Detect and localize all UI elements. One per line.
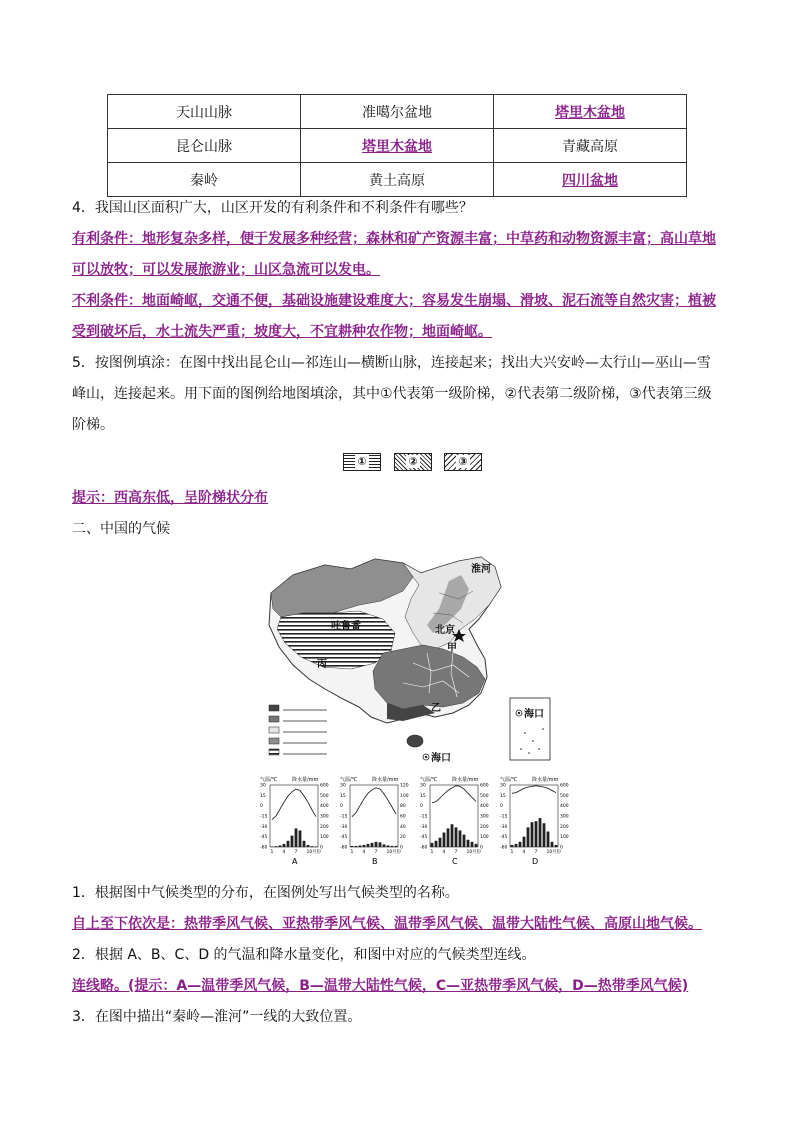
plot-frame <box>270 785 318 847</box>
label-jia: 甲 <box>447 643 457 654</box>
precip-tick-label: 100 <box>320 835 329 841</box>
month-tick-label: 10 <box>386 850 393 855</box>
temp-tick-label: 30 <box>500 783 506 789</box>
legend-step-1: ① <box>343 453 381 471</box>
precip-tick-label: 400 <box>560 804 569 810</box>
precip-bar <box>463 835 466 847</box>
precip-bar <box>359 845 362 847</box>
table-cell: 天山山脉 <box>108 95 301 129</box>
precip-bar <box>295 828 298 847</box>
month-tick-label: 7 <box>534 850 538 855</box>
climate-a1: 自上至下依次是：热带季风气候、亚热带季风气候、温带季风气候、温带大陆性气候、高原山地气候。 <box>72 916 702 932</box>
precip-bar <box>451 824 454 847</box>
precip-tick-label: 0 <box>320 845 323 851</box>
month-tick-label: 7 <box>374 850 378 855</box>
month-tick-label: 4 <box>442 850 446 855</box>
precip-bar <box>455 827 458 847</box>
precip-tick-label: 500 <box>320 793 329 799</box>
precip-bar <box>315 846 318 847</box>
temp-tick-label: 15 <box>420 793 426 799</box>
precip-bar <box>511 845 514 847</box>
precip-axis-label: 降水量/mm <box>532 777 559 783</box>
month-tick-label: 7 <box>454 850 458 855</box>
precip-bar <box>475 844 478 847</box>
precip-tick-label: 20 <box>400 835 406 841</box>
climate-charts <box>258 775 578 875</box>
temp-axis-label: 气温/℃ <box>340 777 358 783</box>
precip-bar <box>279 845 282 847</box>
month-tick-label: 1 <box>350 850 354 855</box>
precip-bar <box>439 838 442 847</box>
temp-tick-label: -45 <box>260 835 268 841</box>
plot-frame <box>510 785 558 847</box>
precip-tick-label: 400 <box>480 804 489 810</box>
precip-bar <box>519 842 522 847</box>
precip-bar <box>527 827 530 847</box>
temp-tick-label: -30 <box>500 824 508 830</box>
precip-bar <box>431 843 434 847</box>
precip-tick-label: 500 <box>560 793 569 799</box>
table-row <box>108 95 687 129</box>
climate-a2: 连线略。(提示：A—温带季风气候，B—温带大陆性气候，C—亚热带季风气候，D—热带季风气候) <box>72 978 689 994</box>
label-haikou: 海口 <box>431 753 451 764</box>
temp-tick-label: -15 <box>340 814 348 820</box>
precip-tick-label: 600 <box>320 783 329 789</box>
precip-bar <box>283 844 286 847</box>
precip-tick-label: 300 <box>320 814 329 820</box>
q4-unfavorable-answer: 不利条件：地面崎岖，交通不便，基础设施建设难度大；容易发生崩塌、滑坡、泥石流等自然灾害；植被受到破坏后，水土流失严重；坡度大，不宜耕种农作物；地面崎岖。 <box>72 293 716 340</box>
table-cell: 准噶尔盆地 <box>301 95 494 129</box>
month-tick-label: 7 <box>294 850 298 855</box>
temp-tick-label: 15 <box>500 793 506 799</box>
label-beijing: 北京 <box>435 625 455 636</box>
precip-bar <box>539 818 542 847</box>
precip-tick-label: 40 <box>400 824 406 830</box>
precip-tick-label: 600 <box>480 783 489 789</box>
temp-tick-label: -30 <box>260 824 268 830</box>
temp-tick-label: -45 <box>340 835 348 841</box>
precip-tick-label: 80 <box>400 804 406 810</box>
precip-bar <box>375 842 378 847</box>
precip-bar <box>351 846 354 847</box>
precip-axis-label: 降水量/mm <box>372 777 399 783</box>
precip-bar <box>387 845 390 847</box>
label-haikou-inset: 海口 <box>524 709 544 720</box>
temp-tick-label: 0 <box>260 804 263 810</box>
precip-tick-label: 60 <box>400 814 406 820</box>
precip-bar <box>531 822 534 847</box>
precip-bar <box>311 846 314 847</box>
temp-axis-label: 气温/℃ <box>420 777 438 783</box>
label-turpan: 吐鲁番 <box>331 621 361 632</box>
precip-bar <box>271 846 274 847</box>
section-title: 二、中国的气候 <box>72 521 170 537</box>
precip-axis-label: 降水量/mm <box>452 777 479 783</box>
precip-tick-label: 500 <box>480 793 489 799</box>
climate-chart-B <box>340 776 409 866</box>
table-cell-answer: 四川盆地 <box>494 163 687 197</box>
table-cell: 秦岭 <box>108 163 301 197</box>
table-cell-answer: 塔里木盆地 <box>494 95 687 129</box>
month-tick-label: 1 <box>510 850 514 855</box>
temp-tick-label: -45 <box>420 835 428 841</box>
temp-tick-label: 0 <box>340 804 343 810</box>
landform-table <box>107 94 687 197</box>
precip-tick-label: 100 <box>400 793 409 799</box>
precip-tick-label: 0 <box>560 845 563 851</box>
table-row <box>108 129 687 163</box>
chart-letter: A <box>292 857 298 866</box>
chart-letter: D <box>532 857 539 866</box>
precip-tick-label: 600 <box>560 783 569 789</box>
climate-legend <box>269 705 327 755</box>
temp-axis-label: 气温/℃ <box>260 777 278 783</box>
precip-bar <box>447 828 450 847</box>
temp-tick-label: -60 <box>420 845 428 851</box>
month-axis-label: 月份 <box>312 850 321 855</box>
q4-favorable-answer: 有利条件：地形复杂多样，便于发展多种经营；森林和矿产资源丰富；中草药和动物资源丰富；高山草地可以放牧；可以发展旅游业；山区急流可以发电。 <box>72 231 716 278</box>
precip-bar <box>303 841 306 847</box>
legend-step-2: ② <box>394 453 432 471</box>
temp-tick-label: -30 <box>420 824 428 830</box>
month-tick-label: 1 <box>430 850 434 855</box>
precip-bar <box>291 836 294 847</box>
plot-frame <box>430 785 478 847</box>
precip-bar <box>467 840 470 847</box>
precip-bar <box>547 832 550 848</box>
climate-q3: 3．在图中描出“秦岭—淮河”一线的大致位置。 <box>72 1009 362 1025</box>
q5-question: 5．按图例填涂：在图中找出昆仑山—祁连山—横断山脉，连接起来；找出大兴安岭—太行山—巫山—雪峰山，连接起来。用下面的图例给地图填涂，其中①代表第一级阶梯，②代表第二级阶梯，③代表第三级阶梯。 <box>72 355 712 433</box>
plot-frame <box>350 785 398 847</box>
table-row <box>108 163 687 197</box>
precip-tick-label: 400 <box>320 804 329 810</box>
table-cell: 黄土高原 <box>301 163 494 197</box>
precip-bar <box>535 821 538 847</box>
temp-tick-label: -60 <box>500 845 508 851</box>
precip-bar <box>371 843 374 847</box>
precip-bar <box>551 842 554 847</box>
precip-bar <box>391 846 394 847</box>
climate-q2: 2．根据 A、B、C、D 的气温和降水量变化，和图中对应的气候类型连线。 <box>72 947 536 963</box>
temp-tick-label: -30 <box>340 824 348 830</box>
temp-tick-label: 0 <box>500 804 503 810</box>
precip-tick-label: 120 <box>400 783 409 789</box>
precip-tick-label: 200 <box>560 824 569 830</box>
temp-axis-label: 气温/℃ <box>500 777 518 783</box>
precip-bar <box>355 846 358 847</box>
month-tick-label: 10 <box>306 850 313 855</box>
legend-step-3: ③ <box>444 453 482 471</box>
temp-tick-label: -60 <box>340 845 348 851</box>
precip-bar <box>367 844 370 847</box>
chart-letter: B <box>372 857 378 866</box>
temp-tick-label: 15 <box>260 793 266 799</box>
precip-tick-label: 200 <box>320 824 329 830</box>
precip-bar <box>471 842 474 847</box>
temp-tick-label: -15 <box>500 814 508 820</box>
temp-tick-label: 30 <box>260 783 266 789</box>
month-axis-label: 月份 <box>552 850 561 855</box>
precip-bar <box>275 846 278 847</box>
temp-tick-label: -60 <box>260 845 268 851</box>
month-tick-label: 1 <box>270 850 274 855</box>
table-cell: 青藏高原 <box>494 129 687 163</box>
hainan-island <box>407 735 423 747</box>
precip-tick-label: 300 <box>560 814 569 820</box>
label-huaihe: 淮河 <box>471 564 491 575</box>
table-cell: 昆仑山脉 <box>108 129 301 163</box>
table-cell-answer: 塔里木盆地 <box>301 129 494 163</box>
temp-tick-label: 30 <box>340 783 346 789</box>
temp-tick-label: 30 <box>420 783 426 789</box>
precip-tick-label: 0 <box>480 845 483 851</box>
month-tick-label: 10 <box>546 850 553 855</box>
temp-tick-label: -15 <box>420 814 428 820</box>
precip-tick-label: 100 <box>480 835 489 841</box>
precip-bar <box>287 841 290 847</box>
precip-bar <box>395 846 398 847</box>
label-bing: 丙 <box>317 659 327 670</box>
month-tick-label: 4 <box>362 850 366 855</box>
precip-tick-label: 0 <box>400 845 403 851</box>
month-tick-label: 10 <box>466 850 473 855</box>
month-axis-label: 月份 <box>472 850 481 855</box>
precip-bar <box>379 842 382 847</box>
south-sea-inset <box>510 698 550 760</box>
q5-hint: 提示：西高东低，呈阶梯状分布 <box>72 490 268 506</box>
china-climate-map <box>263 553 555 765</box>
precip-bar <box>555 845 558 847</box>
q4-question: 4．我国山区面积广大，山区开发的有利条件和不利条件有哪些？ <box>72 200 473 216</box>
precip-bar <box>435 841 438 847</box>
precip-axis-label: 降水量/mm <box>292 777 319 783</box>
precip-bar <box>443 833 446 847</box>
precip-tick-label: 200 <box>480 824 489 830</box>
precip-bar <box>307 845 310 847</box>
precip-tick-label: 300 <box>480 814 489 820</box>
precip-bar <box>383 844 386 847</box>
climate-chart-D <box>500 776 569 866</box>
month-tick-label: 4 <box>522 850 526 855</box>
precip-bar <box>363 845 366 847</box>
label-yi: 乙 <box>431 703 441 714</box>
temp-tick-label: 15 <box>340 793 346 799</box>
climate-chart-C <box>420 776 489 866</box>
climate-q1: 1．根据图中气候类型的分布，在图例处写出气候类型的名称。 <box>72 885 459 901</box>
precip-bar <box>543 823 546 847</box>
temp-tick-label: -45 <box>500 835 508 841</box>
precip-bar <box>523 837 526 847</box>
climate-chart-A <box>260 776 329 866</box>
precip-bar <box>459 830 462 847</box>
temp-tick-label: 0 <box>420 804 423 810</box>
precip-bar <box>299 830 302 847</box>
temp-tick-label: -15 <box>260 814 268 820</box>
month-axis-label: 月份 <box>392 850 401 855</box>
chart-letter: C <box>452 857 458 866</box>
month-tick-label: 4 <box>282 850 286 855</box>
precip-tick-label: 100 <box>560 835 569 841</box>
precip-bar <box>515 844 518 847</box>
